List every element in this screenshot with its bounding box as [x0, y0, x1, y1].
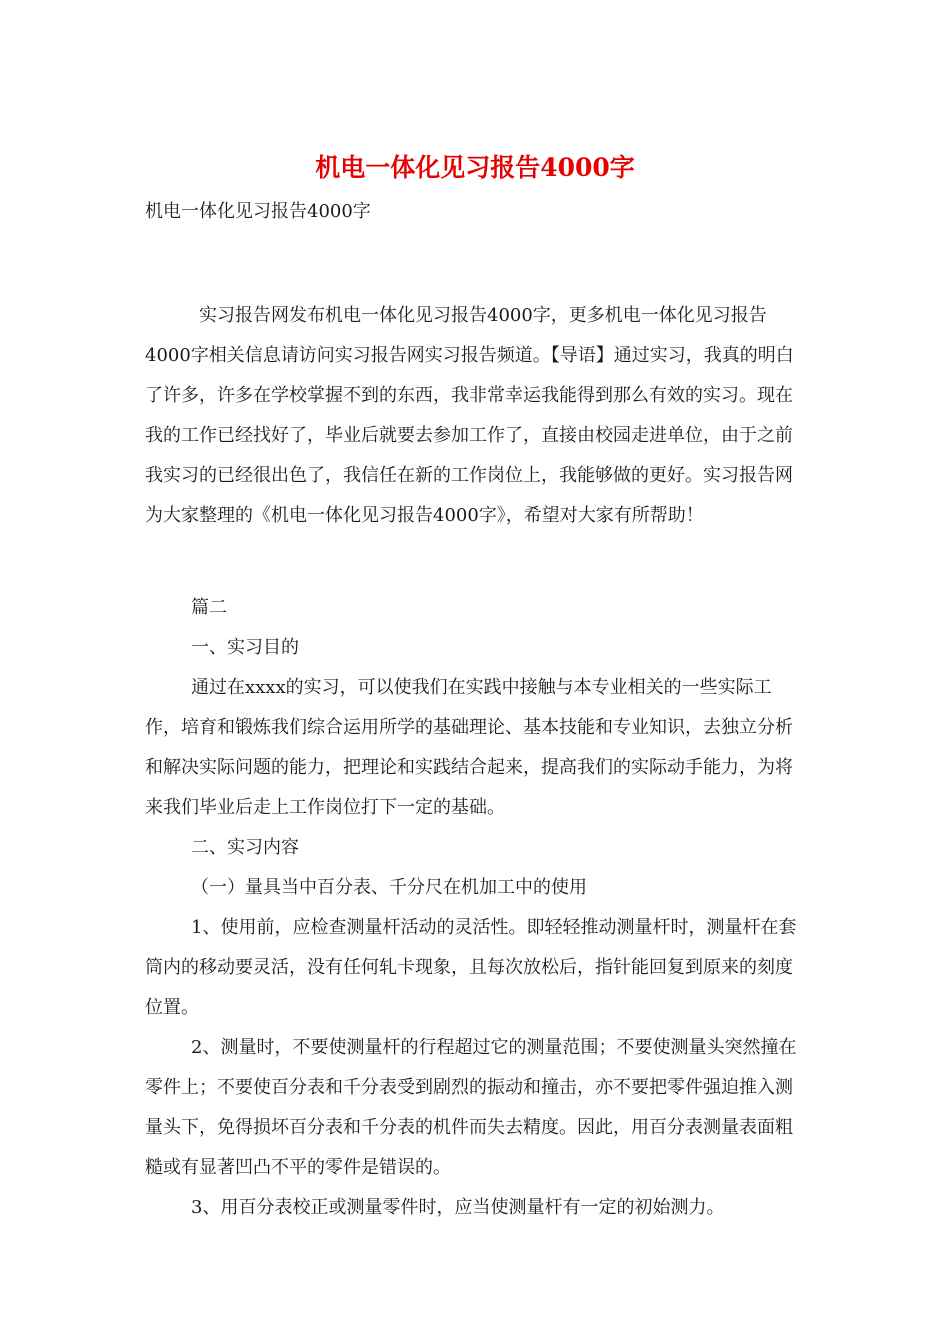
body-paragraph: 1、使用前，应检查测量杆活动的灵活性。即轻轻推动测量杆时，测量杆在套筒内的移动要灵活，没有任何轧卡现象，且每次放松后，指针能回复到原来的刻度位置。: [145, 917, 797, 1018]
body-paragraph: 通过在xxxx的实习，可以使我们在实践中接触与本专业相关的一些实际工作，培育和锻炼我们综合运用所学的基础理论、基本技能和专业知识，去独立分析和解决实际问题的能力，把理论和实践结合起来，提高我们的实际动手能力，为将来我们毕业后走上工作岗位打下一定的基础。: [145, 677, 793, 818]
subsection-heading: （一）量具当中百分表、千分尺在机加工中的使用: [191, 877, 587, 898]
body-paragraph: 3、用百分表校正或测量零件时，应当使测量杆有一定的初始测力。: [191, 1197, 725, 1218]
body-paragraph: 2、测量时，不要使测量杆的行程超过它的测量范围；不要使测量头突然撞在零件上；不要使百分表和千分表受到剧烈的振动和撞击，亦不要把零件强迫推入测量头下，免得损坏百分表和千分表的机件而失去精度。因此，用百分表测量表面粗糙或有显著凹凸不平的零件是错误的。: [145, 1037, 797, 1178]
section-heading: 一、实习目的: [191, 637, 299, 658]
section-heading: 篇二: [191, 597, 227, 618]
intro-paragraph: 实习报告网发布机电一体化见习报告4000字，更多机电一体化见习报告4000字相关信息请访问实习报告网实习报告频道。【导语】通过实习，我真的明白了许多，许多在学校掌握不到的东西，我非常幸运我能得到那么有效的实习。现在我的工作已经找好了，毕业后就要去参加工作了，直接由校园走进单位，由于之前我实习的已经很出色了，我信任在新的工作岗位上，我能够做的更好。实习报告网为大家整理的《机电一体化见习报告4000字》，希望对大家有所帮助！: [145, 305, 794, 526]
document-subtitle: 机电一体化见习报告4000字: [145, 201, 371, 222]
document-title: 机电一体化见习报告4000字: [315, 153, 635, 182]
document-body: [145, 588, 807, 1228]
section-heading: 二、实习内容: [191, 837, 299, 858]
